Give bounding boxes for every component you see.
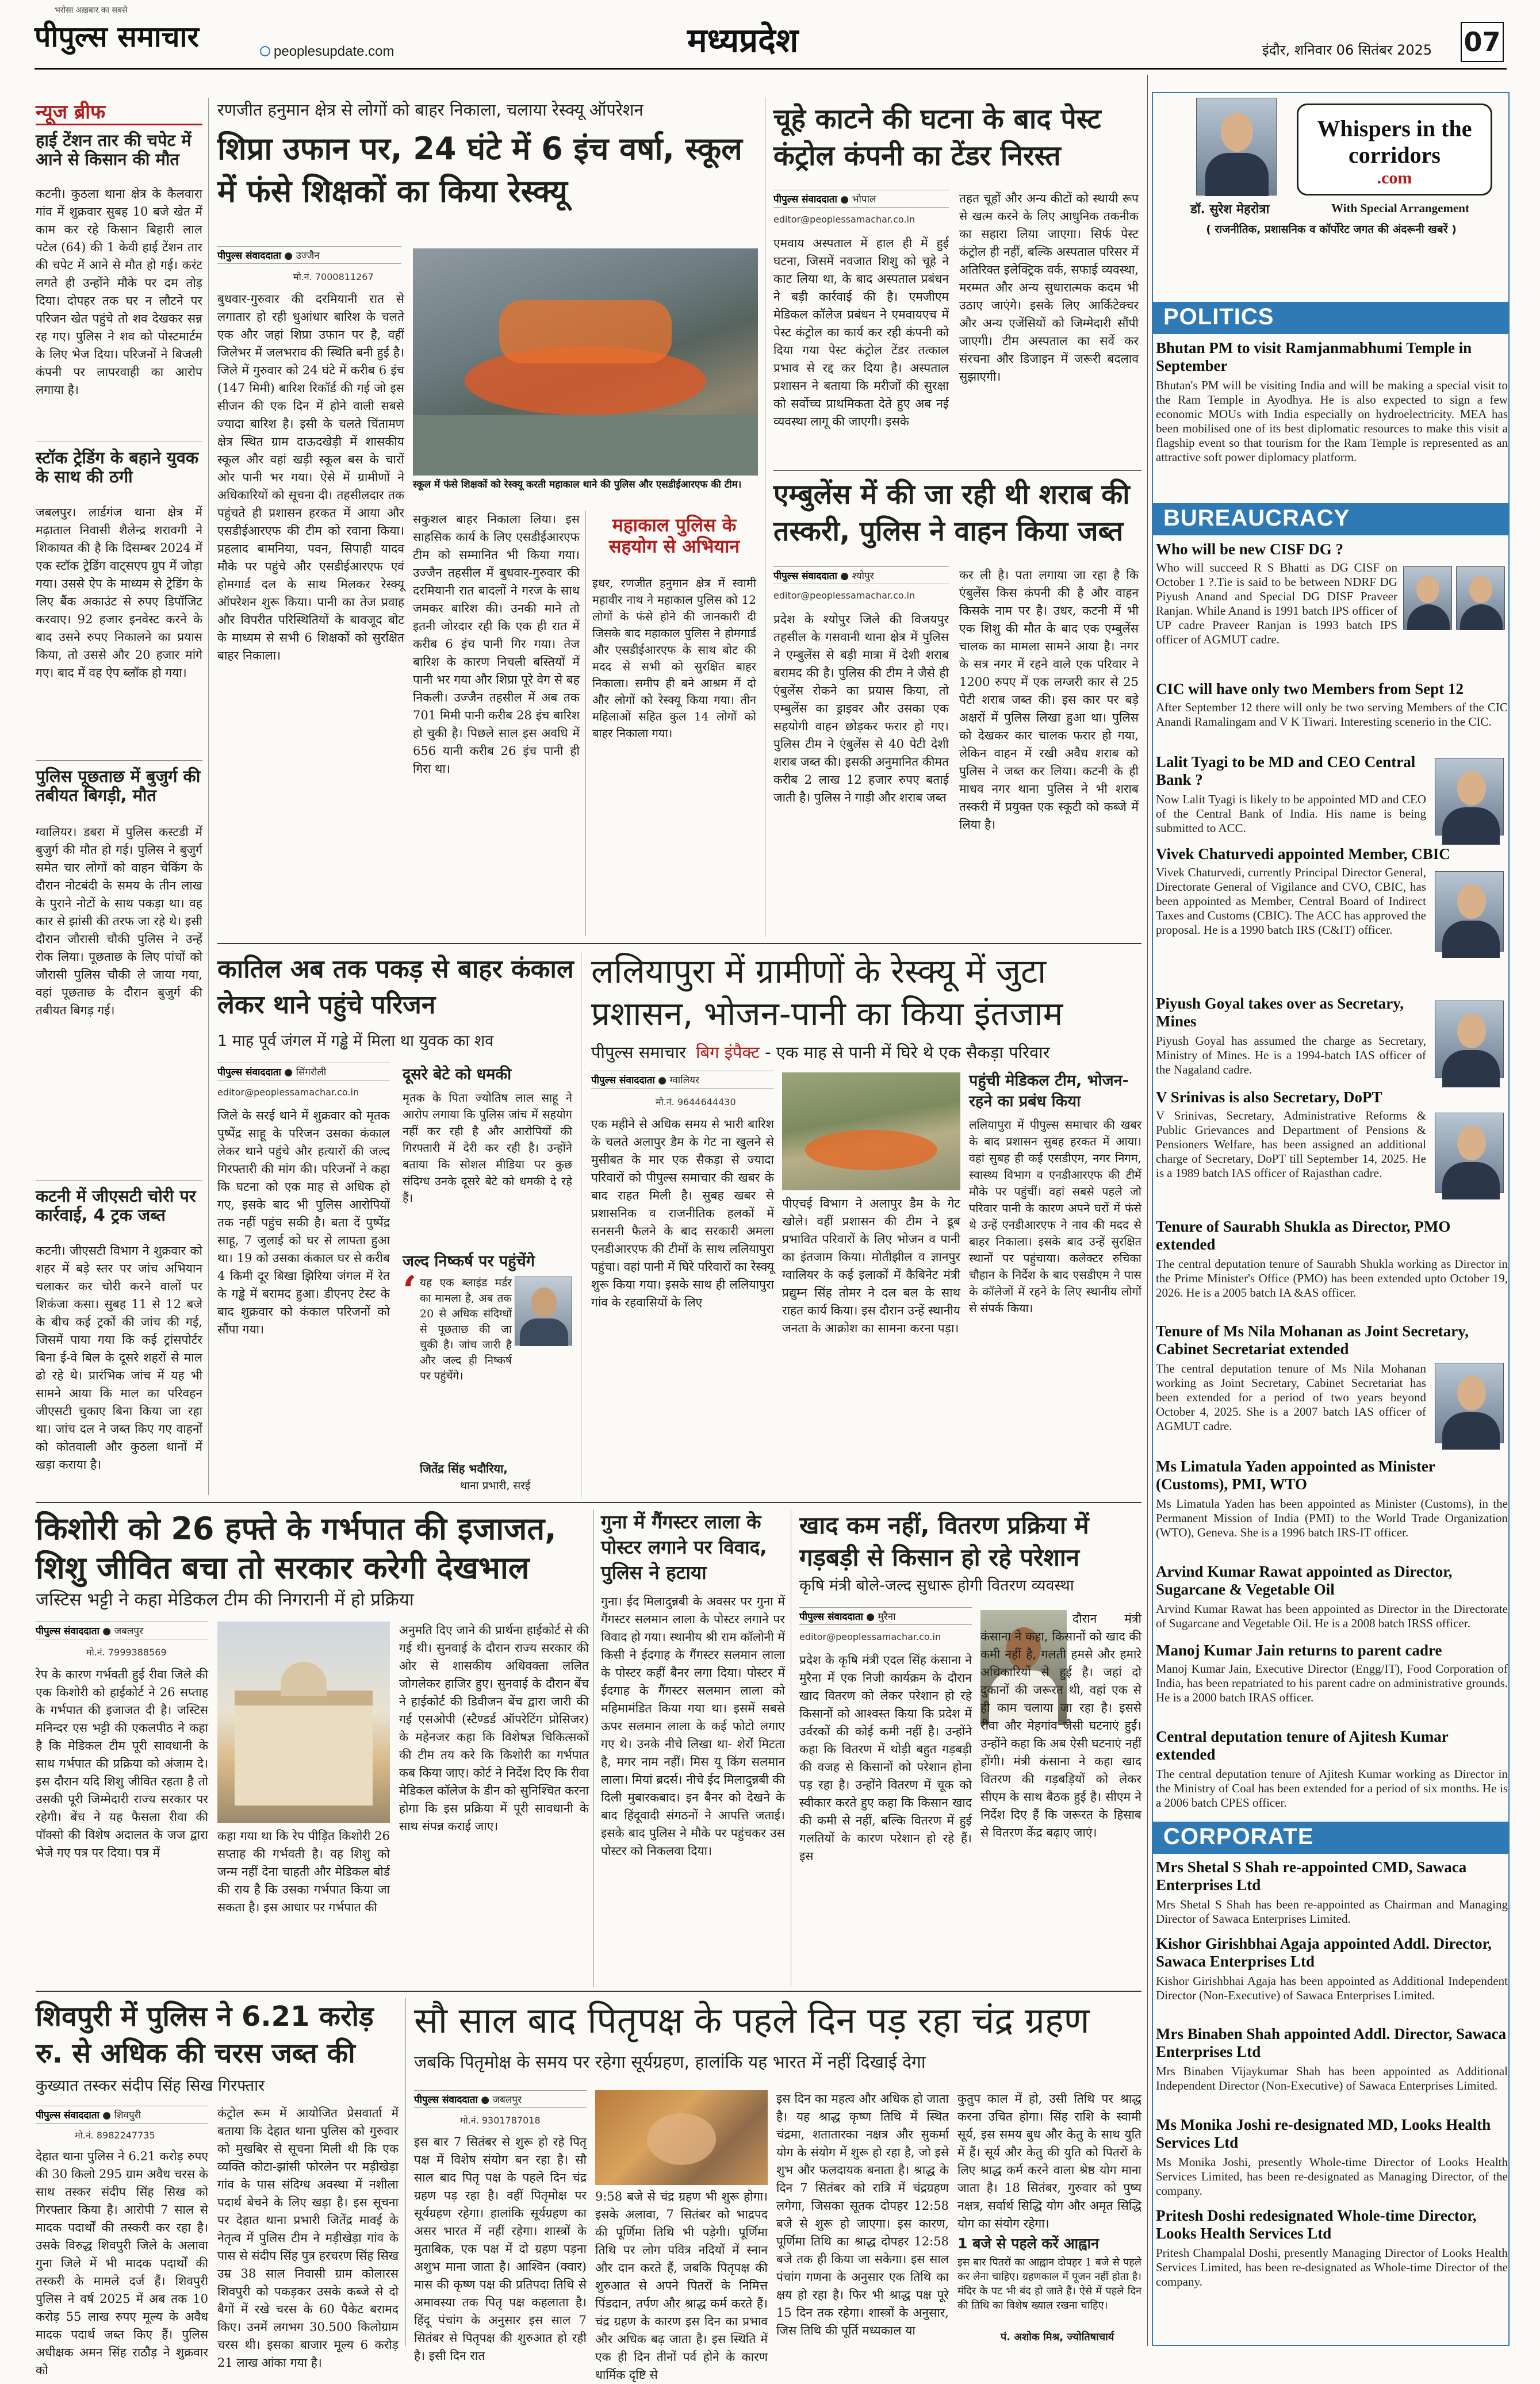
- officer-body: [1442, 1162, 1500, 1199]
- story10-box-body: इस बार पितरों का आह्वान दोपहर 1 बजे से पहले कर लेना चाहिए। ग्रहणकाल में पूजन नहीं होता है। मंदिर के पट भी बंद हो जाते हैं। ऐसे में पहले दिन की तिथि का विशेष ख्याल रखना चाहिए।: [957, 2256, 1141, 2312]
- deck-tag: बिग इंपैक्ट: [696, 1042, 760, 1062]
- section-title: मध्यप्रदेश: [687, 21, 799, 60]
- story7-headline: गुना में गैंगस्टर लाला के पोस्टर लगाने पर विवाद, पुलिस ने हटाया: [601, 1511, 767, 1584]
- bureaucracy-5-headline: Piyush Goyal takes over as Secretary, Mines: [1156, 995, 1404, 1030]
- story8-body-2: दौरान मंत्री कंसाना ने कहा, किसानों को खाद की कमी नहीं है, गलती हमसे और हमारे अधिकारियों से हुई है। जहां दो दुकानों की जरूरत थी, वहां एक से ही काम चलाया जा रहा है। इससे रीवा और मेहगांव जैसी घटनाएं हुईं। उन्होंने कहा कि अब ऐसी घटनाएं नहीं होंगी। मंत्री कंसाना ने कहा खाद वितरण की गड़बड़ियों को लेकर सीएम के साथ बैठक हुई है। सीएम ने निर्देश दिए हैं कि जरूरत के हिसाब से वितरण केंद्र बढ़ाए जाएं।: [980, 1612, 1141, 1839]
- story9-deck: कुख्यात तस्कर संदीप सिंह सिख गिरफ्तार: [36, 2077, 265, 2095]
- story4-quote-headline: जल्द निष्कर्ष पर पहुंचेंगे: [403, 1252, 535, 1270]
- story2-headline: चूहे काटने की घटना के बाद पेस्ट कंट्रोल कंपनी का टेंडर निरस्त: [773, 103, 1101, 172]
- section-rule: [217, 943, 1141, 944]
- officer-body: [1442, 1050, 1500, 1087]
- officer-face: [1457, 1014, 1486, 1048]
- story8-byline: पीपुल्स संवाददाता ● मुरैना: [799, 1607, 972, 1625]
- story4-email[interactable]: editor@peoplessamachar.co.in: [217, 1087, 359, 1098]
- bureaucracy-9-body: Ms Limatula Yaden has been appointed as Minister (Customs), in the Permanent Mission of India (PMI) to the World Trade Organization (WTO), Geneva. She is a 1996 batch IRS-IT officer.: [1156, 1497, 1508, 1539]
- story8-headline: खाद कम नहीं, वितरण प्रक्रिया में गड़बड़ी से किसान हो रहे परेशान: [799, 1511, 1089, 1572]
- corporate-4-headline: Ms Monika Joshi re-designated MD, Looks Health Services Ltd: [1156, 2116, 1491, 2151]
- story10-body-4: कुतुप काल में हो, उसी तिथि पर श्राद्ध करना उचित होगा। सिंह राशि के स्वामी सूर्य, इस समय बुध और केतु के साथ युति में हैं। सूर्य और केतु की युति को पितरों के लिए श्राद्ध कर्म करने वाला श्रेष्ठ योग माना जाता है। 18 सितंबर, गुरुवार को पुष्य नक्षत्र, सर्वार्थ सिद्धि योग और अमृत सिद्धि योग का संयोग रहेगा।: [957, 2092, 1141, 2230]
- story4-body-1: जिले के सरई थाने में शुक्रवार को मृतक पुष्पेंद्र साहू के परिजन उसका कंकाल लेकर थाने पहुंचे और हत्यारों की जल्द गिरफ्तारी की मांग की। परिजनों ने कहा कि घटना को एक माह से अधिक हो गए, इसके बाद भी पुलिस आरोपियों तक नहीं पहुंच सकी है। बता दें पुष्पेंद्र साहू, 7 जुलाई को घर से लापता हुआ था। 19 को उसका कंकाल घर से करीब 4 किमी दूर बिखा झिरिया जंगल में रेत के गड्ढे में बरामद हुआ। डीएनए टेस्ट के बाद शुक्रवार को कंकाल परिजनों को सौंपा गया।: [217, 1109, 390, 1336]
- story8-email[interactable]: editor@peoplessamachar.co.in: [799, 1631, 941, 1642]
- byline-name: पीपुल्स संवाददाता: [36, 2110, 99, 2121]
- bureaucracy-3-headline: Lalit Tyagi to be MD and CEO Central Bank ?: [1156, 753, 1416, 788]
- story10-mobile: मो.नं. 9301787018: [460, 2115, 541, 2126]
- bureaucracy-7-headline: Tenure of Saurabh Shukla as Director, PMO extended: [1156, 1218, 1451, 1253]
- byline-name: पीपुल्स संवाददाता: [773, 194, 837, 205]
- byline-name: पीपुल्स संवाददाता: [591, 1075, 655, 1086]
- corporate-1-body: Mrs Shetal S Shah has been re-appointed as Chairman and Managing Director of Sawaca Enterprises Limited.: [1156, 1898, 1508, 1926]
- story5-headline: ललियापुरा में ग्रामीणों के रेस्क्यू में जुटा प्रशासन, भोजन-पानी का किया इंतजाम: [591, 952, 1063, 1033]
- brief-2-body: जबलपुर। लार्डगंज थाना क्षेत्र में मढ़ाताल निवासी शैलेन्द्र शरावगी ने शिकायत की है कि दिसम्बर 2024 में एक स्टॉक ट्रेडिंग वाट्सएप ग्रुप में जोड़ा गया। उससे ऐप के माध्यम से ट्रेडिंग के लिए बैंक अकाउंट से रुपए डिपॉजिट करवाए। 92 हजार इनवेस्ट करने के बाद उसने रुपए निकालने का प्रयास किया, तो उससे और 20 हजार मांगे गए। बाद में वह ऐप ब्लॉक हो गया।: [36, 505, 202, 680]
- dateline: इंदौर, शनिवार 06 सितंबर 2025: [1262, 42, 1432, 58]
- story2-body-2: तहत चूहों और अन्य कीटों को स्थायी रूप से खत्म करने के लिए आधुनिक तकनीक का सहारा लिया जाएगा। सिर्फ पेस्ट कंट्रोल ही नहीं, बल्कि अस्पताल परिसर में अतिरिक्त इलेक्ट्रिक वर्क, सफाई व्यवस्था, मरम्मत और अन्य सुधारात्मक कदम भी उठाए जाएंगे। इसके लिए आर्किटेक्चर और अन्य एजेंसियों को जिम्मेदारी सौंपी जाएगी। टीम अस्पताल का सर्वे कर संरचना और डिजाइन में जरूरी बदलाव सुझाएगी।: [959, 191, 1139, 384]
- story3-email[interactable]: editor@peoplessamachar.co.in: [773, 590, 915, 601]
- officer-body: [1460, 604, 1503, 630]
- story5-body-1: एक महीने से अधिक समय से भारी बारिश के चलते अलापुर डैम के गेट ना खुलने से मुसीबत के मार एक सैकड़ा से ज्यादा परिवारों को पीपुल्स समाचार की खबर के बाद राहत मिली है। सुबह खबर से प्रशासनिक व राजनीतिक हलकों में सनसनी फैलने के बाद सरकारी अमला एनडीआरएफ की टीमों के साथ ललियापुरा पहुंचा। वहां पानी में घिरे परिवारों का रेस्क्यू शुरू किया गया। इसके साथ ही ललियापुरा गांव के रहवासियों के लिए: [591, 1117, 774, 1309]
- story10-byline: पीपुल्स संवाददाता ● जबलपुर: [414, 2090, 587, 2108]
- masthead: [0, 0, 1540, 69]
- byline-name: पीपुल्स संवाददाता: [414, 2094, 478, 2106]
- bureaucracy-1-headline: Who will be new CISF DG ?: [1156, 541, 1344, 558]
- story5-flood-photo: [782, 1072, 960, 1190]
- story5-mobile: मो.नं. 9644644430: [656, 1097, 736, 1107]
- brief-title: न्यूज ब्रीफ: [36, 101, 106, 124]
- politics-1-headline: Bhutan PM to visit Ramjanmabhumi Temple in September: [1156, 339, 1472, 374]
- byline-place: भोपाल: [852, 194, 876, 205]
- brief-4-body: कटनी। जीएसटी विभाग ने शुक्रवार को शहर में बड़े स्तर पर जांच अभियान चलाकर कर चोरी करने वालों पर शिकंजा कसा। सुबह 11 से 12 बजे के बीच कई ट्रकों की जांच की गई, जिसमें पाया गया कि कई ट्रांसपोर्टर बिना ई-वे बिल के दूसरे शहरों से माल ढो रहे थे। प्रारंभिक जांच में यह भी सामने आया कि माल का परिवहन जीएसटी चुकाए बिना किया जा रहा था। जांच दल ने जब्त किए गए वाहनों को कोतवाली और कुठला थानों में खड़ा कराया है।: [36, 1244, 202, 1471]
- story5-side-body: ललियापुरा में पीपुल्स समाचार की खबर के बाद प्रशासन सुबह हरकत में आया। वहां सुबह ही कई एसडीएम, नगर निगम, स्वास्थ्य विभाग व एनडीआरएफ की टीमें मौके पर पहुंचीं। वहां सबसे पहले जो परिवार पानी के कारण अपने घरों में फंसे थे उन्हें एनडीआरएफ ने नाव की मदद से बाहर निकाला। इसके बाद उन्हें सुरक्षित स्थानों पर पहुंचाया। कलेक्टर रुचिका चौहान के निर्देश के बाद एसडीएम ने पास के कॉलेजों में रहने के लिए स्थानीय लोगों से संपर्क किया।: [969, 1118, 1141, 1315]
- story9-body-2: कंट्रोल रूम में आयोजित प्रेसवार्ता में बताया कि देहात थाना पुलिस को गुरुवार को मुखबिर से सूचना मिली थी कि एक व्यक्ति कोटा-झांसी फोरलेन पर मड़ीखेड़ा गांव के पास संदिग्ध अवस्था में नशीला पदार्थ बेचने के लिए खड़ा है। इस सूचना पर देहात थाना प्रभारी जितेंद्र मावई के नेतृत्व में पुलिस टीम ने मड़ीखेड़ा गांव के पास से संदीप सिंह पुत्र हरचरण सिंह सिख उम्र 38 साल निवासी ग्राम कोलारस शिवपुरी को पकड़कर उसके कब्जे से दो बैगों में रखे चरस के 60 पैकेट बरामद किए। उनमें लगभग 30.500 किलोग्राम चरस थी। इसका बाजार मूल्य 6 करोड़ 21 लाख आंका गया है।: [217, 2106, 399, 2370]
- officer-portrait: [515, 1277, 572, 1346]
- story6-body-3: अनुमति दिए जाने की प्रार्थना हाईकोर्ट से की गई थी। सुनवाई के दौरान राज्य सरकार की ओर से शासकीय अधिवक्ता ललित जोगलेकर हाजिर हुए। सुनवाई के दौरान बेंच ने हाईकोर्ट की डिवीजन बेंच द्वारा जारी की गई एसओपी (स्टैण्डर्ड ऑपरेटिंग प्रोसिजर) के महेनजर कहा कि विशेषज्ञ चिकित्सकों की टीम तय करे कि किशोरी का गर्भपात कब किया जाए। कोर्ट ने निर्देश दिए कि रीवा मेडिकल कॉलेज के डीन को सुनिश्चित करना होगा कि इस प्रक्रिया में पूरी सावधानी के साथ संपन्न कराई जाए।: [399, 1623, 589, 1833]
- story1-headline: शिप्रा उफान पर, 24 घंटे में 6 इंच वर्षा, स्कूल में फंसे शिक्षकों का किया रेस्क्यू: [217, 131, 742, 209]
- bureaucracy-10-body: Arvind Kumar Rawat has been appointed as Director in the Directorate of Sugarcane and Vegetable Oil. He is a 2008 batch IRSS officer.: [1156, 1602, 1508, 1630]
- corporate-4-body: Ms Monika Joshi, presently Whole-time Director of Looks Health Services Limited, has been re-designated as Managing Director, of the company.: [1156, 2155, 1508, 2198]
- columnist-photo: [1196, 98, 1277, 196]
- quote-author: जितेंद्र सिंह भदौरिया,: [420, 1462, 508, 1475]
- brief-1-headline: हाई टेंशन तार की चपेट में आने से किसान की मौत: [36, 131, 191, 170]
- bureaucracy-9-headline: Ms Limatula Yaden appointed as Minister (Customs), PMI, WTO: [1156, 1458, 1435, 1493]
- ritual-hands-shape: [647, 2113, 716, 2165]
- story10-body-3: इस दिन का महत्व और अधिक हो जाता है। यह श्राद्ध कृष्ण तिथि में स्थित चंद्रमा, शतातारका नक्षत्र और सुकर्मा योग के संयोग में शुरू हो रहा है, जो इसे शुभ और फलदायक बनाता है। श्राद्ध के दिन 7 सितंबर को रात्रि में चंद्रग्रहण लगेगा, जिसका सूतक दोपहर 12:58 बजे से शुरू हो जाएगा। इस कारण, पूर्णिमा तिथि का श्राद्ध दोपहर 12:58 बजे तक ही किया जा सकेगा। इस साल पंचांग गणना के अनुसार एक तिथि का क्षय हो रहा है। फिर भी श्राद्ध पक्ष पूरे 15 दिन तक रहेगा। शास्त्रों के अनुसार, जिस तिथि की पूर्ति मध्यकाल या: [776, 2092, 949, 2337]
- officer-body: [1442, 921, 1500, 958]
- byline-place: जबलपुर: [114, 1626, 144, 1637]
- story1-byline: पीपुल्स संवाददाता ● उज्जैन: [217, 246, 401, 264]
- story4-headline: कातिल अब तक पकड़ से बाहर कंकाल लेकर थाने पहुंचे परिजन: [217, 955, 574, 1019]
- whispers-logo-text: Whispers in the corridors: [1317, 116, 1472, 168]
- whispers-logo: [1297, 104, 1492, 196]
- right-tagline: ( राजनीतिक, प्रशासनिक व कॉर्पोरेट जगत की अंदरूनी खबरें ): [1206, 223, 1457, 236]
- bureaucracy-4-body: Vivek Chaturvedi, currently Principal Director General, Directorate General of Vigilance and CVO, CBIC, has been appointed as Member, Central Board of Indirect Taxes and Customs (CBIC). The ACC has approved the proposal. He is a 1990 batch IRS (C&IT) officer.: [1156, 865, 1426, 937]
- story1-body-1: बुधवार-गुरुवार की दरमियानी रात से लगातार हो रही धुआंधार बारिश के चलते एक और जहां शिप्रा उफान पर है, वहीं जिलेभर में जलभराव की स्थिति बनी हुई है। जिले में गुरुवार को 24 घंटे में करीब 6 इंच (147 मिमी) बारिश रिकॉर्ड की गई जो इस सीजन की एक दिन में होने वाली सबसे ज्यादा बारिश है। इसी के चलते चिंतामण क्षेत्र स्थित ग्राम दाऊदखेड़ी में शासकीय स्कूल और वहां खड़ी स्कूल बस के चारों ओर पानी भर गया। ऐसे में ग्रामीणों ने अधिकारियों को सूचना दी। तहसीलदार तक पहुंचते ही प्रशासन हरकत में आया और एसडीईआरएफ की टीम को रवाना किया। प्रहलाद बामनिया, पवन, सिपाही यादव मौके पर पहुंचे और एसडीईआरएफ एवं होमगार्ड दल के साथ मिलकर रेस्क्यू ऑपरेशन शुरू किया। पानी का तेज प्रवाह और विपरीत परिस्थितियों के बावजूद बोट के माध्यम से सभी 6 शिक्षकों को सुरक्षित बाहर निकाला।: [217, 292, 404, 662]
- bureaucracy-11-body: Manoj Kumar Jain, Executive Director (Engg/IT), Food Corporation of India, has been repatriated to his parent cadre on administrative grounds. He is a 2000 batch IRAS officer.: [1156, 1662, 1508, 1704]
- byline-place: शिवपुरी: [114, 2110, 141, 2121]
- deck-brand: पीपुल्स समाचार: [591, 1042, 686, 1062]
- story9-byline: पीपुल्स संवाददाता ● शिवपुरी: [36, 2106, 208, 2124]
- officer-body: [1442, 807, 1500, 845]
- officer-photo: [1456, 566, 1505, 630]
- story2-byline: पीपुल्स संवाददाता ● भोपाल: [773, 190, 949, 208]
- bureaucracy-1-body: Who will succeed R S Bhatti as DG CISF on October 1 ?.Tie is said to be between NDRF DG Piyush Anand and Special DG DISF Praveer Ranjan. While Anand is 1991 batch IPS officer of UP cadre Praveer Ranjan is 1993 batch IPS officer of AGMUT cadre.: [1156, 561, 1397, 646]
- brief-3-headline: पुलिस पूछताछ में बुजुर्ग की तबीयत बिगड़ी, मौत: [36, 766, 201, 806]
- story2-body-1: एमवाय अस्पताल में हाल ही में हुई घटना, जिसमें नवजात शिशु को चूहे ने काट लिया था, के बाद अस्पताल प्रबंधन ने बड़ी कार्रवाई की है। एमजीएम मेडिकल कॉलेज प्रबंधन ने एमवायएच में पेस्ट कंट्रोल का कार्य कर रही कंपनी को दिया गया पेस्ट कंट्रोल टेंडर तत्काल प्रभाव से रद्द कर दिया है। अस्पताल प्रशासन ने बताया कि मरीजों की सुरक्षा को सर्वोच्च प्राथमिकता देते हुए अब नई व्यवस्था लागू की जाएगी। इसके: [773, 236, 949, 428]
- byline-place: मुरैना: [878, 1611, 896, 1623]
- court-dome-shape: [281, 1662, 327, 1696]
- bureaucracy-5-body: Piyush Goyal has assumed the charge as Secretary, Ministry of Mines. He is a 1994-batch IAS officer of the Nagaland cadre.: [1156, 1034, 1426, 1076]
- story6-byline: पीपुल्स संवाददाता ● जबलपुर: [36, 1622, 208, 1639]
- officer-photo: [1435, 1001, 1504, 1078]
- story6-body-2: कहा गया था कि रेप पीड़ित किशोरी 26 सप्ताह की गर्भवती है। वह शिशु को जन्म नहीं देना चाहती और मेडिकल बोर्ड की राय है कि उसका गर्भपात किया जा सकता है। इस आधार पर गर्भपात की: [217, 1829, 390, 1914]
- story1-box-body: इधर, रणजीत हनुमान क्षेत्र में स्वामी महावीर नाथ ने महाकाल पुलिस को 12 लोगों के फंसे होने की जानकारी दी जिसके बाद महाकाल पुलिस ने होमगार्ड और एसडीईआरएफ के साथ बोट की मदद से सभी को सुरक्षित बाहर निकाला। समीप ही बने आश्रम में दो और लोगों को रेस्क्यू किया गया। तीन महिलाओं सहित कुल 14 लोगों को बाहर निकाला गया।: [592, 576, 756, 740]
- officer-photo: [1403, 566, 1452, 630]
- ritual-photo: [595, 2090, 768, 2185]
- byline-place: श्योपुर: [852, 570, 874, 582]
- story4-quote: यह एक ब्लाइंड मर्डर का मामला है, अब तक 20 से अधिक संदिग्धों से पूछताछ की जा चुकी है। जांच जारी है और जल्द ही निष्कर्ष पर पहुंचेंगे।: [420, 1277, 512, 1382]
- whispers-logo-site: .com: [1377, 168, 1412, 187]
- officer-face: [1457, 1126, 1486, 1160]
- quote-mark-icon: ‘: [403, 1267, 417, 1314]
- corporate-3-headline: Mrs Binaben Shah appointed Addl. Director, Sawaca Enterprises Ltd: [1156, 2025, 1507, 2060]
- story9-body-1: देहात थाना पुलिस ने 6.21 करोड़ रुपए की 30 किलो 295 ग्राम अवैध चरस के साथ तस्कर संदीप सिंह सिख को गिरफ्तार किया है। आरोपी 7 साल से मादक पदार्थों की तस्करी कर रहा है। उसके विरुद्ध शिवपुरी जिले के अलावा गुना जिले में भी मादक पदार्थों की तस्करी के मामले दर्ज हैं। शिवपुरी पुलिस ने वर्ष 2025 में अब तक 10 करोड़ 55 लाख रुपए मूल्य के अवैध मादक पदार्थ जब्त किए हैं। पुलिस अधीक्षक अमन सिंह राठौड़ ने शुक्रवार को: [36, 2149, 208, 2377]
- corporate-section-label: CORPORATE: [1153, 1822, 1510, 1854]
- bureaucracy-6-body: V Srinivas, Secretary, Administrative Reforms & Public Grievances and Department of Pensions & Pensioners Welfare, has been assigned an additional charge of Secretary, DoPT till September 14, 2025. He is a 1989 batch IAS officer of Rajasthan cadre.: [1156, 1109, 1426, 1180]
- byline-name: पीपुल्स संवाददाता: [799, 1611, 863, 1623]
- columnist-face: [1221, 113, 1253, 152]
- story2-email[interactable]: editor@peoplessamachar.co.in: [773, 214, 915, 225]
- byline-name: पीपुल्स संवाददाता: [217, 250, 281, 262]
- page-number: 07: [1461, 22, 1504, 62]
- story-divider: [773, 470, 1141, 471]
- bureaucracy-8-headline: Tenure of Ms Nila Mohanan as Joint Secretary, Cabinet Secretariat extended: [1156, 1323, 1469, 1358]
- brief-1-body: कटनी। कुठला थाना क्षेत्र के कैलवारा गांव में शुक्रवार सुबह 10 बजे खेत में काम कर रहे किसान बिहारी लाल पटेल (64) की 1 केवी हाई टेंशन तार की चपेट में आने से मौत हो गई। करंट लगते ही उन्होंने मौके पर दम तोड़ दिया। दोपहर तक घर न लौटने पर परिजन खेत पहुंचे तो शव देखकर सन्न रह गए। पुलिस ने शव को पोस्टमार्टम के लिए भेज दिया। परिजनों ने बिजली कंपनी पर लापरवाही का आरोप लगाया है।: [36, 187, 202, 397]
- story10-headline: सौ साल बाद पितृपक्ष के पहले दिन पड़ रहा चंद्र ग्रहण: [414, 1999, 1090, 2041]
- corporate-2-body: Kishor Girishbhai Agaja has been appointed as Additional Independent Director (Non-Executive) of Sawaca Enterprises Limited.: [1156, 1974, 1508, 2002]
- deck-text: एक माह से पानी में घिरे थे एक सैकड़ा परिवार: [776, 1042, 1050, 1062]
- story5-deck-line: पीपुल्स समाचार बिग इंपैक्ट - एक माह से पानी में घिरे थे एक सैकड़ा परिवार: [591, 1042, 1050, 1062]
- officer-face: [1457, 884, 1486, 919]
- story1-box-headline: महाकाल पुलिस के सहयोग से अभियान: [608, 514, 740, 557]
- brief-2-headline: स्टॉक ट्रेडिंग के बहाने युवक के साथ की ठगी: [36, 448, 199, 487]
- story10-body-1: इस बार 7 सितंबर से शुरू हो रहे पितृ पक्ष में विशेष संयोग बन रहा है। सौ साल बाद पितृ पक्ष के पहले दिन चंद्र ग्रहण पड़ रहा है। वहीं पितृमोक्ष पर सूर्यग्रहण रहेगा। हालांकि सूर्यग्रहण का असर भारत में नहीं रहेगा। शास्त्रों के मुताबिक, एक पक्ष में दो ग्रहण पड़ना अशुभ माना जाता है। आश्विन (क्वार) मास की कृष्ण पक्ष की प्रतिपदा तिथि से अमावस्या तक पितृ पक्ष कहलाता है। हिंदू पंचांग के अनुसार इस साल 7 सितंबर से पितृपक्ष की शुरुआत हो रही है। इसी दिन रात: [414, 2135, 587, 2363]
- bureaucracy-2-body: After September 12 there will only be two serving Members of the CIC Anandi Ramalingam and V K Tiwari. Interesting scenerio in the CIC.: [1156, 700, 1508, 729]
- byline-place: जबलपुर: [492, 2094, 522, 2106]
- story8-deck: कृषि मंत्री बोले-जल्द सुधारू होगी वितरण व्यवस्था: [799, 1577, 1074, 1595]
- story5-body-2: पीएचई विभाग ने अलापुर डैम के गेट खोले। वहीं प्रशासन की टीम ने डूब प्रभावित परिवारों के लिए भोजन व पानी का इंतजाम किया। मोतीझील व ज्ञानपुर ग्वालियर के कई इलाकों में कैबिनेट मंत्री प्रद्युम्न सिंह तोमर ने दल बल के साथ राहत कार्य किया। इस दौरान उन्हें स्थानीय जनता के आक्रोश का सामना करना पड़ा।: [782, 1197, 960, 1335]
- officer-body: [1442, 1412, 1500, 1450]
- bureaucracy-12-headline: Central deputation tenure of Ajitesh Kumar extended: [1156, 1728, 1449, 1763]
- story1-rescue-photo: [413, 248, 758, 476]
- story5-byline: पीपुल्स संवाददाता ● ग्वालियर: [591, 1071, 774, 1088]
- story4-byline: पीपुल्स संवाददाता ● सिंगरौली: [217, 1063, 390, 1080]
- bureaucracy-7-body: The central deputation tenure of Saurabh Shukla working as Director in the Prime Minister's Office (PMO) has been extended upto October 19, 2026. He is a 2005 batch IA &AS officer.: [1156, 1257, 1508, 1300]
- story1-kicker: रणजीत हनुमान क्षेत्र से लोगों को बाहर निकाला, चलाया रेस्क्यू ऑपरेशन: [217, 100, 643, 120]
- story1-body-2: सकुशल बाहर निकाला लिया। इस साहसिक कार्य के लिए एसडीईआरएफ टीम को सम्मानित भी किया गया। उज्जैन तहसील में बुधवार-गुरुवार की दरमियानी रात बादलों ने गरज के साथ जमकर बारिश की। उनकी माने तो इतनी जोरदार रही कि एक ही रात में करीब 6 इंच पानी गिर गया। तेज बारिश के कारण निचली बस्तियों में पानी भर गया और शिप्रा पूरे वेग से बह निकली। उज्जैन तहसील में अब तक 701 मिमी पानी करीब 28 इंच बारिश हो चुकी है। पिछले साल इस अवधि में 656 यानी करीब 26 इंच पानी ही गिरा था।: [413, 512, 580, 776]
- section-rule: [36, 1991, 1141, 1992]
- masthead-tagline: भरोसा अख़बार का सबसे: [55, 6, 128, 15]
- rescuers-shape: [499, 300, 672, 363]
- court-building-shape: [235, 1691, 373, 1806]
- story9-headline: शिवपुरी में पुलिस ने 6.21 करोड़ रु. से अधिक की चरस जब्त की: [36, 2000, 374, 2069]
- story10-box-author: पं. अशोक मिश्र, ज्योतिषाचार्य: [1001, 2331, 1114, 2343]
- story7-body: गुना। ईद मिलादुन्नबी के अवसर पर गुना में गैंगस्टर सलमान लाला के पोस्टर लगाने पर विवाद हो गया। स्थानीय श्री राम कॉलोनी में किसी ने ईदगाह के गैंगस्टर सलमान लाला के पोस्टर कहीं बैनर लगा दिया। पोस्टर में ईदगाह के गैंगस्टर सलमान लाला को महिमामंडित किया गया था। इसमें सबसे ऊपर सलमान लाला के कई फोटो लगाए गए थे। उनके नीचे लिखा था- शेरोंं मिटता है, मगर नाम नहीं। मिस यू किंग सलमान लाला। मियां ब्रदर्स। नीचे ईद मिलादुन्नबी की दिली मुबारकबाद। इन बैनर को देखने के बाद हिंदूवादी संगठनों ने आपत्ति जताई। इसके बाद पुलिस ने मौके पर पहुंचकर उस पोस्टर को निकलवा दिया।: [601, 1595, 785, 1858]
- officer-face: [1457, 1376, 1486, 1411]
- bureaucracy-4-headline: Vivek Chaturvedi appointed Member, CBIC: [1156, 845, 1450, 863]
- columnist-body: [1205, 153, 1269, 196]
- officer-photo: [1435, 758, 1504, 835]
- story1-mobile: मो.नं. 7000811267: [293, 271, 374, 282]
- byline-name: पीपुल्स संवाददाता: [36, 1626, 99, 1637]
- story9-mobile: मो.नं. 8982247735: [75, 2130, 155, 2141]
- story6-headline: किशोरी को 26 हफ्ते के गर्भपात की इजाजत, शिशु जीवित बचा तो सरकार करेगी देखभाल: [36, 1511, 557, 1586]
- story10-body-2: 9:58 बजे से चंद्र ग्रहण भी शुरू होगा। इसके अलावा, 7 सितंबर को भाद्रपद की पूर्णिमा तिथि भी पड़ेगी। पूर्णिमा तिथि पर लोग पवित्र नदियों में स्नान और दान करते हैं, जबकि पितृपक्ष की शुरुआत से अपने पितरों के निमित्त पिंडदान, तर्पण और श्राद्ध कर्म करते हैं। चंद्र ग्रहण के कारण इस दिन का प्रभाव और अधिक बढ़ जाता है। इस स्थिति में एक ही दिन तीनों पर्व होने के कारण धार्मिक दृष्टि से: [595, 2190, 768, 2382]
- story4-side-headline: दूसरे बेटे को धमकी: [403, 1065, 512, 1083]
- column-rule: [405, 1998, 406, 2346]
- story8-body-1: प्रदेश के कृषि मंत्री एदल सिंह कंसाना ने मुरैना में एक निजी कार्यक्रम के दौरान खाद वितरण को लेकर परेशान हो रहे किसानों को आश्वस्त किया कि प्रदेश में उर्वरकों की कोई कमी नहीं है। उन्होंने कहा कि वितरण में थोड़ी बहुत गड़बड़ी की वजह से किसानों को परेशान होना पड़ रहा है। उन्होंने वितरण में चूक को स्वीकार करते हुए कहा कि किसान खाद की कमी से नहीं, बल्कि वितरण में हुई गलतियों के कारण परेशान हो रहे हैं। इस: [799, 1653, 972, 1863]
- brief-title-rule: [36, 124, 202, 125]
- story6-body-1: रेप के कारण गर्भवती हुई रीवा जिले की एक किशोरी को हाईकोर्ट ने 26 सप्ताह के गर्भपात की इजाजत दी है। जस्टिस मनिन्दर एस भट्टी की एकलपीठ ने कहा है कि मेडिकल टीम पूरी सावधानी के साथ गर्भपात की प्रक्रिया को अंजाम दे। इस दौरान यदि शिशु जीवित रहता है तो उसकी पूरी जिम्मेदारी राज्य सरकार पर रहेगी। बेंच ने यह फैसला रीवा की पॉक्सो की विशेष अदालत के जज द्वारा भेजे गए पत्र पर दिया। पत्र में: [36, 1668, 208, 1860]
- website-url[interactable]: peoplesupdate.com: [274, 44, 394, 59]
- story4-side-body: मृतक के पिता ज्योतिष लाल साहू ने आरोप लगाया कि पुलिस जांच में सहयोग नहीं कर रही है और आरोपियों की गिरफ्तारी में देरी कर रही है। उन्होंने बताया कि सोशल मीडिया पर कुछ संदिग्ध उनके दूसरे बेटे को धमकी दे रहे हैं।: [403, 1091, 572, 1205]
- brief-column-rule: [208, 98, 209, 1495]
- story6-deck: जस्टिस भट्टी ने कहा मेडिकल टीम की निगरानी में हो प्रक्रिया: [36, 1589, 414, 1610]
- story3-headline: एम्बुलेंस में की जा रही थी शराब की तस्करी, पुलिस ने वाहन किया जब्त: [773, 478, 1130, 547]
- masthead-rule: [35, 68, 1507, 70]
- brief-4-headline: कटनी में जीएसटी चोरी पर कार्रवाई, 4 ट्रक जब्त: [36, 1186, 196, 1225]
- bureaucracy-12-body: The central deputation tenure of Ajitesh Kumar working as Director in the Ministry of Coal has been extended for a period of six months. He is a 2006 batch CPES officer.: [1156, 1767, 1508, 1810]
- bureaucracy-2-headline: CIC will have only two Members from Sept 12: [1156, 680, 1464, 697]
- right-column-rule: [1147, 75, 1148, 2346]
- corporate-5-body: Pritesh Champalal Doshi, presently Managing Director of Looks Health Services Limited, has been re-designated as Whole-time Director of the company.: [1156, 2246, 1508, 2289]
- bureaucracy-6-headline: V Srinivas is also Secretary, DoPT: [1156, 1088, 1382, 1106]
- politics-section-label: POLITICS: [1153, 302, 1510, 334]
- officer-body: [1407, 604, 1450, 630]
- section-rule: [36, 1502, 1141, 1503]
- portrait-body: [520, 1319, 568, 1346]
- story6-mobile: मो.नं. 7999388569: [86, 1647, 167, 1658]
- byline-name: पीपुल्स संवाददाता: [773, 570, 837, 582]
- quote-author-role: थाना प्रभारी, सरई: [460, 1480, 531, 1492]
- story3-body-1: प्रदेश के श्योपुर जिले की विजयपुर तहसील के गसवानी थाना क्षेत्र में पुलिस ने एम्बुलेंस से बड़ी मात्रा में देशी शराब बरामद की है। पुलिस की टीम ने जैसे ही एंबुलेंस रोकने का प्रयास किया, तो एम्बुलेंस का ड्राइवर और उसका एक सहयोगी वाहन छोड़कर फरार हो गए। पुलिस टीम ने एंबुलेंस से 40 पेटी देशी शराब जब्त की। इसकी अनुमानित कीमत करीब 2 लाख 12 हजार रुपए बताई जाती है। पुलिस ने गाड़ी और शराब जब्त: [773, 612, 949, 804]
- story5-side-headline: पहुंची मेडिकल टीम, भोजन-रहने का प्रबंध किया: [969, 1072, 1129, 1110]
- special-arrangement: With Special Arrangement: [1331, 201, 1469, 215]
- bureaucracy-10-headline: Arvind Kumar Rawat appointed as Director, Sugarcane & Vegetable Oil: [1156, 1563, 1453, 1598]
- byline-name: पीपुल्स संवाददाता: [217, 1067, 281, 1078]
- officer-photo: [1435, 1113, 1504, 1193]
- portrait-face: [531, 1287, 557, 1317]
- columnist-name: डॉ. सुरेश मेहरोत्रा: [1190, 202, 1270, 217]
- officer-photo: [1435, 871, 1504, 952]
- story10-deck: जबकि पितृमोक्ष के समय पर रहेगा सूर्यग्रहण, हालांकि यह भारत में नहीं दिखाई देगा: [414, 2052, 926, 2072]
- story1-caption: स्कूल में फंसे शिक्षकों को रेस्क्यू करती महाकाल थाने की पुलिस और एसडीईआरएफ की टीम।: [413, 479, 742, 490]
- officer-face: [1469, 576, 1492, 603]
- story10-box-headline: 1 बजे से पहले करें आह्वान: [957, 2235, 1099, 2252]
- brief-divider: [36, 760, 202, 761]
- flood-boat-shape: [805, 1130, 937, 1170]
- byline-place: ग्वालियर: [669, 1075, 699, 1086]
- bureaucracy-11-headline: Manoj Kumar Jain returns to parent cadre: [1156, 1642, 1442, 1659]
- officer-face: [1416, 576, 1439, 603]
- corporate-3-body: Mrs Binaben Vijaykumar Shah has been appointed as Additional Independent Director (Non-Executive) of Sawaca Enterprises Limited.: [1156, 2064, 1508, 2092]
- byline-place: उज्जैन: [296, 250, 320, 262]
- corporate-5-headline: Pritesh Doshi redesignated Whole-time Director, Looks Health Services Ltd: [1156, 2207, 1477, 2242]
- politics-1-body: Bhutan's PM will be visiting India and will be making a special visit to the Ram Temple in Ayodhya. He is also expected to sign a few economic MOUs with India especially on hydroelectricity. MEA has been mobilised one of its best diplomatic resources to make this visit a flagship event so that tourism for the Ram Temple is represented as an attractive soft power diplomacy platform.: [1156, 378, 1508, 464]
- officer-face: [1457, 771, 1486, 806]
- corporate-1-headline: Mrs Shetal S Shah re-appointed CMD, Sawaca Enterprises Ltd: [1156, 1858, 1467, 1894]
- brief-3-body: ग्वालियर। डबरा में पुलिस कस्टडी में बुजुर्ग की मौत हो गई। पुलिस ने बुजुर्ग समेत चार लोगों को वाहन चेकिंग के दौरान नोटबंदी के समय के तीन लाख के पुराने नोटों के साथ पकड़ा था। वह कार से झांसी की तरफ जा रहे थे। इसी दौरान जौरासी चौकी पुलिस ने उन्हें रोक लिया। पूछताछ के लिए पांचों को जौरासी पुलिस चौकी ले जाया गया, वहां पूछताछ के दौरान बुजुर्ग की तबीयत बिगड़ गई।: [36, 825, 202, 1017]
- story1-inner-rule: [585, 511, 586, 936]
- corporate-2-headline: Kishor Girishbhai Agaja appointed Addl. Director, Sawaca Enterprises Ltd: [1156, 1935, 1492, 1970]
- water-shape: [413, 415, 758, 476]
- officer-photo: [1435, 1363, 1504, 1443]
- high-court-photo: [217, 1622, 390, 1823]
- story4-deck: 1 माह पूर्व जंगल में गड्ढे में मिला था युवक का शव: [217, 1032, 494, 1050]
- story3-byline: पीपुल्स संवाददाता ● श्योपुर: [773, 566, 949, 584]
- bureaucracy-3-body: Now Lalit Tyagi is likely to be appointed MD and CEO of the Central Bank of India. His name is being submitted to ACC.: [1156, 792, 1426, 835]
- column-rule: [593, 1509, 594, 1987]
- story3-body-2: कर ली है। पता लगाया जा रहा है कि एंबुलेंस किस कंपनी की है और वाहन किसके नाम पर है। उधर, कटनी में भी एक शिशु की मौत के बाद एक एम्बुलेंस चालक का मामला सामने आया है। नगर के सत्र नगर में रहने वाले एक परिवार ने 1200 रुपए में एक लग्जरी कार से 25 पेटी शराब जब्त की। इस कार पर बड़े अक्षरों में पुलिस लिखा हुआ था। पुलिस को देखकर कार चालक फरार हो गया, लेकिन वाहन में रखी अवैध शराब को पुलिस ने जब्त कर लिया। कटनी के ही माधव नगर थाना पुलिस ने भी शराब तस्करी में प्रयुक्त एक स्कूटी को कब्जे में लिया है।: [959, 568, 1139, 831]
- bureaucracy-8-body: The central deputation tenure of Ms Nila Mohanan working as Joint Secretary, Cabinet Secretariat has been extended for a period of two years beyond October 4, 2025. She is a 2007 batch IAS officer of AGMUT cadre.: [1156, 1362, 1426, 1433]
- byline-place: सिंगरौली: [296, 1067, 327, 1078]
- bureaucracy-section-label: BUREAUCRACY: [1153, 503, 1510, 535]
- masthead-logo: पीपुल्स समाचार: [35, 20, 199, 53]
- globe-icon: [260, 46, 270, 56]
